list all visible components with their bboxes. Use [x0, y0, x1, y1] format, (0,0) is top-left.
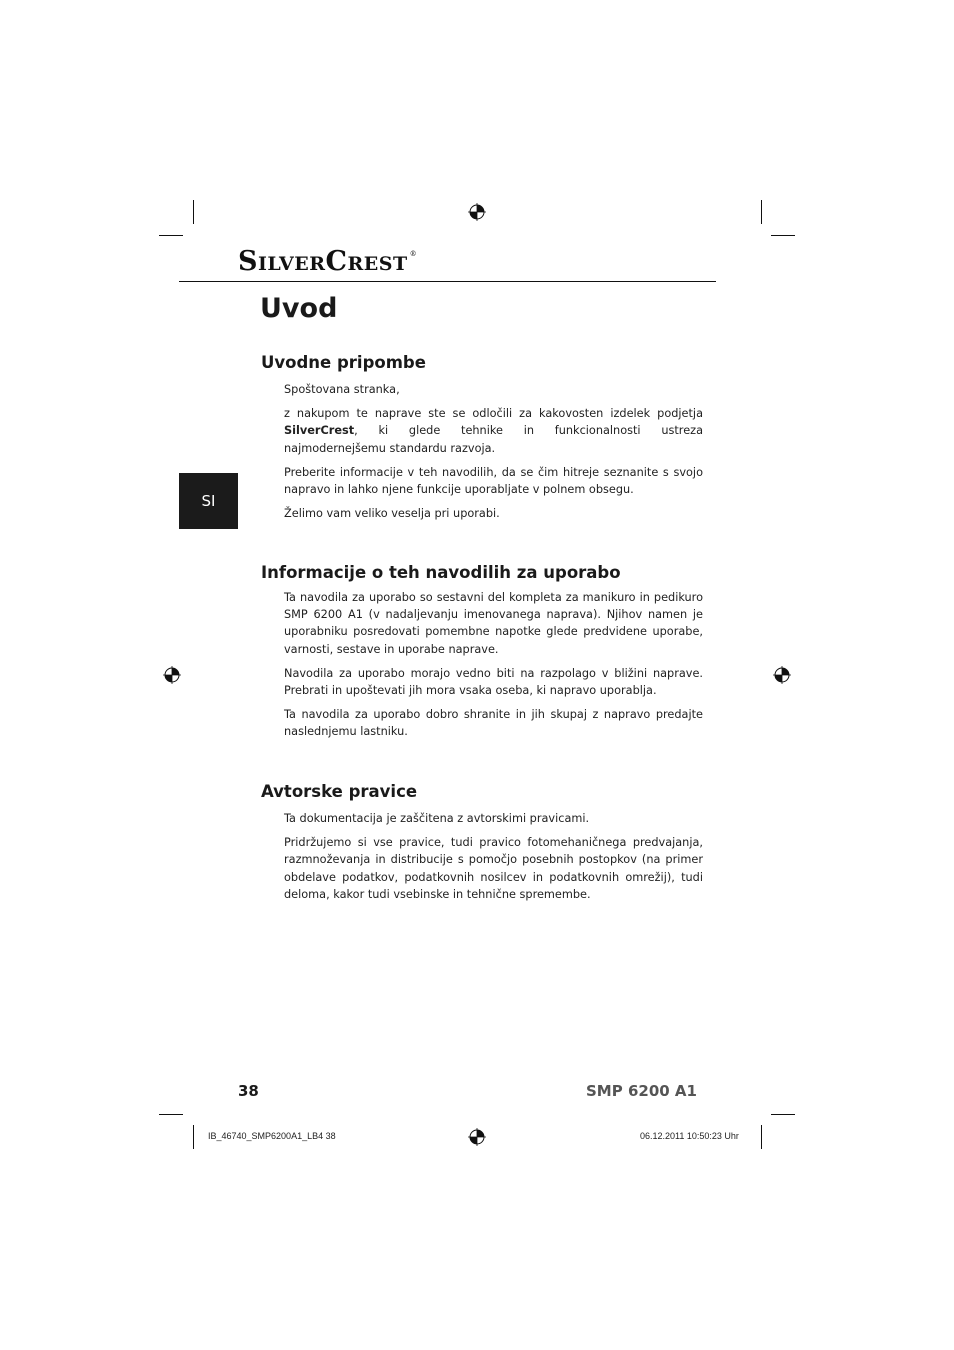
brand-logo: SILVERCREST ®	[238, 246, 418, 277]
section-body	[284, 381, 703, 529]
paragraph: Spoštovana stranka,	[284, 383, 400, 396]
crop-mark	[159, 1114, 183, 1115]
paragraph: z nakupom te naprave ste se odločili za kakovosten izdelek podjetja SilverCrest, ki glede tehnike in funkcionalnosti ustreza najmodernejšemu standardu razvoja.	[284, 407, 703, 455]
section-body	[284, 810, 703, 910]
paragraph: Želimo vam veliko veselja pri uporabi.	[284, 507, 500, 521]
language-tab: SI	[179, 473, 238, 529]
paragraph: Ta navodila za uporabo so sestavni del kompleta za manikuro in pedikuro SMP 6200 A1 (v nadaljevanju imenovanega naprava). Njihov namen je uporabniku posredovati pomembne napotke glede predvidene uporabe, varnosti, sestave in uporabe naprave.	[284, 591, 703, 656]
paragraph: Navodila za uporabo morajo vedno biti na razpolago v bližini naprave. Prebrati in upoštevati jih mora vsaka oseba, ki napravo uporablja.	[284, 666, 703, 698]
section-heading: Avtorske pravice	[261, 782, 418, 801]
registration-mark-icon	[468, 1128, 486, 1146]
crop-mark	[159, 235, 183, 236]
paragraph: Ta dokumentacija je zaščitena z avtorskimi pravicami.	[284, 812, 590, 825]
page-number: 38	[238, 1082, 259, 1100]
header-rule	[179, 281, 716, 282]
crop-mark	[193, 1125, 194, 1149]
print-slug-left: IB_46740_SMP6200A1_LB4 38	[208, 1131, 336, 1141]
page-title: Uvod	[260, 293, 338, 324]
crop-mark	[771, 235, 795, 236]
print-slug-right: 06.12.2011 10:50:23 Uhr	[640, 1131, 739, 1141]
crop-mark	[771, 1114, 795, 1115]
registration-mark-icon	[468, 203, 486, 221]
paragraph: Preberite informacije v teh navodilih, da se čim hitreje seznanite s svojo napravo in lahko njene funkcije uporabljate v polnem obsegu.	[284, 465, 703, 497]
model-number: SMP 6200 A1	[586, 1082, 697, 1100]
crop-mark	[761, 200, 762, 224]
section-heading: Uvodne pripombe	[261, 353, 426, 372]
crop-mark	[761, 1125, 762, 1149]
paragraph: Ta navodila za uporabo dobro shranite in jih skupaj z napravo predajte naslednjemu lastniku.	[284, 708, 703, 739]
paragraph: Pridržujemo si vse pravice, tudi pravico fotomehaničnega predvajanja, razmnoževanja in distribucije s pomočjo posebnih postopkov (na primer obdelave podatkov, podatkovnih nosilcev in podatkovnih omrežij), tudi deloma, kakor tudi vsebinske in tehnične spremembe.	[284, 836, 703, 901]
section-heading: Informacije o teh navodilih za uporabo	[261, 563, 621, 582]
section-body	[284, 589, 703, 748]
registration-mark-icon	[163, 666, 181, 684]
crop-mark	[193, 200, 194, 224]
registration-mark-icon	[773, 666, 791, 684]
